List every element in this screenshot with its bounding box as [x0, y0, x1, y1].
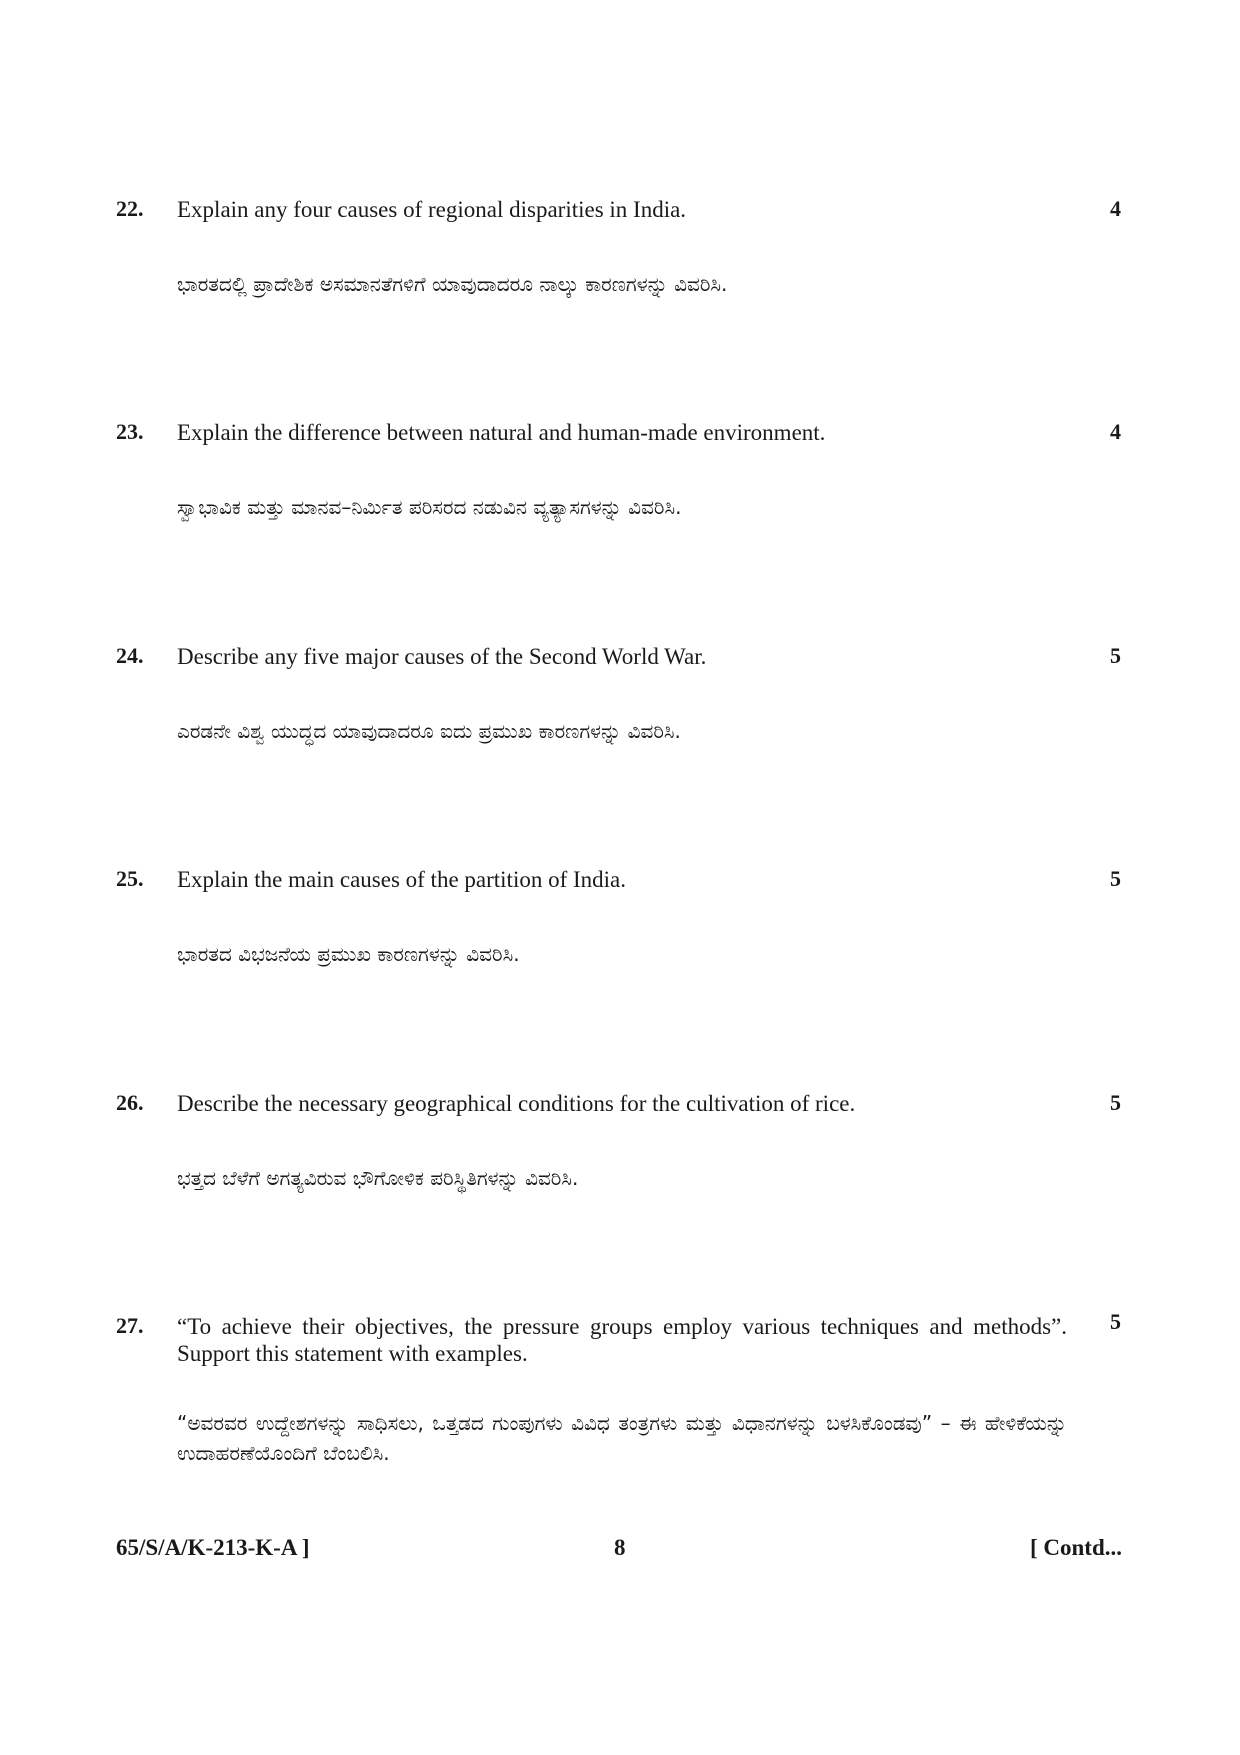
question-text-english: Explain the main causes of the partition of India. [177, 867, 627, 892]
question-text-english: Explain the difference between natural and human-made environment. [177, 420, 826, 445]
question-text-kannada: ಸ್ವಾಭಾವಿಕ ಮತ್ತು ಮಾನವ–ನಿರ್ಮಿತ ಪರಿಸರದ ನಡುವಿನ ವ್ಯತ್ಯಾಸಗಳನ್ನು ವಿವರಿಸಿ. [177, 495, 682, 519]
question-text-kannada: ಭಾರತದ ವಿಭಜನೆಯ ಪ್ರಮುಖ ಕಾರಣಗಳನ್ನು ವಿವರಿಸಿ. [177, 942, 520, 966]
question-number: 24. [116, 643, 144, 668]
question-marks: 4 [1110, 196, 1121, 221]
page-number: 8 [614, 1535, 626, 1560]
question-text-english: Explain any four causes of regional disparities in India. [177, 197, 687, 222]
question-marks: 5 [1110, 866, 1121, 891]
question-text-kannada: ಭತ್ತದ ಬೆಳೆಗೆ ಅಗತ್ಯವಿರುವ ಭೌಗೋಳಿಕ ಪರಿಸ್ಥಿತಿಗಳನ್ನು ವಿವರಿಸಿ. [177, 1166, 579, 1190]
continued-label: [ Contd... [1030, 1535, 1123, 1560]
question-text-kannada: “ಅವರವರ ಉದ್ದೇಶಗಳನ್ನು ಸಾಧಿಸಲು, ಒತ್ತಡದ ಗುಂಪುಗಳು ವಿವಿಧ ತಂತ್ರಗಳು ಮತ್ತು ವಿಧಾನಗಳನ್ನು ಬಳಸಿಕೊಂಡವು” – ಈ ಹೇಳಿಕೆಯನ್ನು ಉದಾಹರಣೆಯೊಂದಿಗೆ ಬೆಂಬಲಿಸಿ. [177, 1411, 1067, 1465]
question-marks: 5 [1110, 1090, 1121, 1115]
question-marks: 5 [1110, 1309, 1121, 1334]
question-text-kannada: ಭಾರತದಲ್ಲಿ ಪ್ರಾದೇಶಿಕ ಅಸಮಾನತೆಗಳಿಗೆ ಯಾವುದಾದರೂ ನಾಲ್ಕು ಕಾರಣಗಳನ್ನು ವಿವರಿಸಿ. [177, 272, 728, 296]
question-number: 25. [116, 866, 144, 891]
question-text-english: Describe any five major causes of the Second World War. [177, 644, 707, 669]
question-text-english: “To achieve their objectives, the pressure groups employ various techniques and methods”. Support this statement with examples. [177, 1314, 1067, 1366]
question-number: 23. [116, 419, 144, 444]
question-text-kannada: ಎರಡನೇ ವಿಶ್ವ ಯುದ್ಧದ ಯಾವುದಾದರೂ ಐದು ಪ್ರಮುಖ ಕಾರಣಗಳನ್ನು ವಿವರಿಸಿ. [177, 719, 681, 743]
paper-code: 65/S/A/K-213-K-A ] [116, 1535, 310, 1560]
question-number: 22. [116, 196, 144, 221]
question-number: 26. [116, 1090, 144, 1115]
question-number: 27. [116, 1313, 144, 1338]
question-marks: 4 [1110, 419, 1121, 444]
question-text-english: Describe the necessary geographical conditions for the cultivation of rice. [177, 1091, 856, 1116]
question-marks: 5 [1110, 643, 1121, 668]
